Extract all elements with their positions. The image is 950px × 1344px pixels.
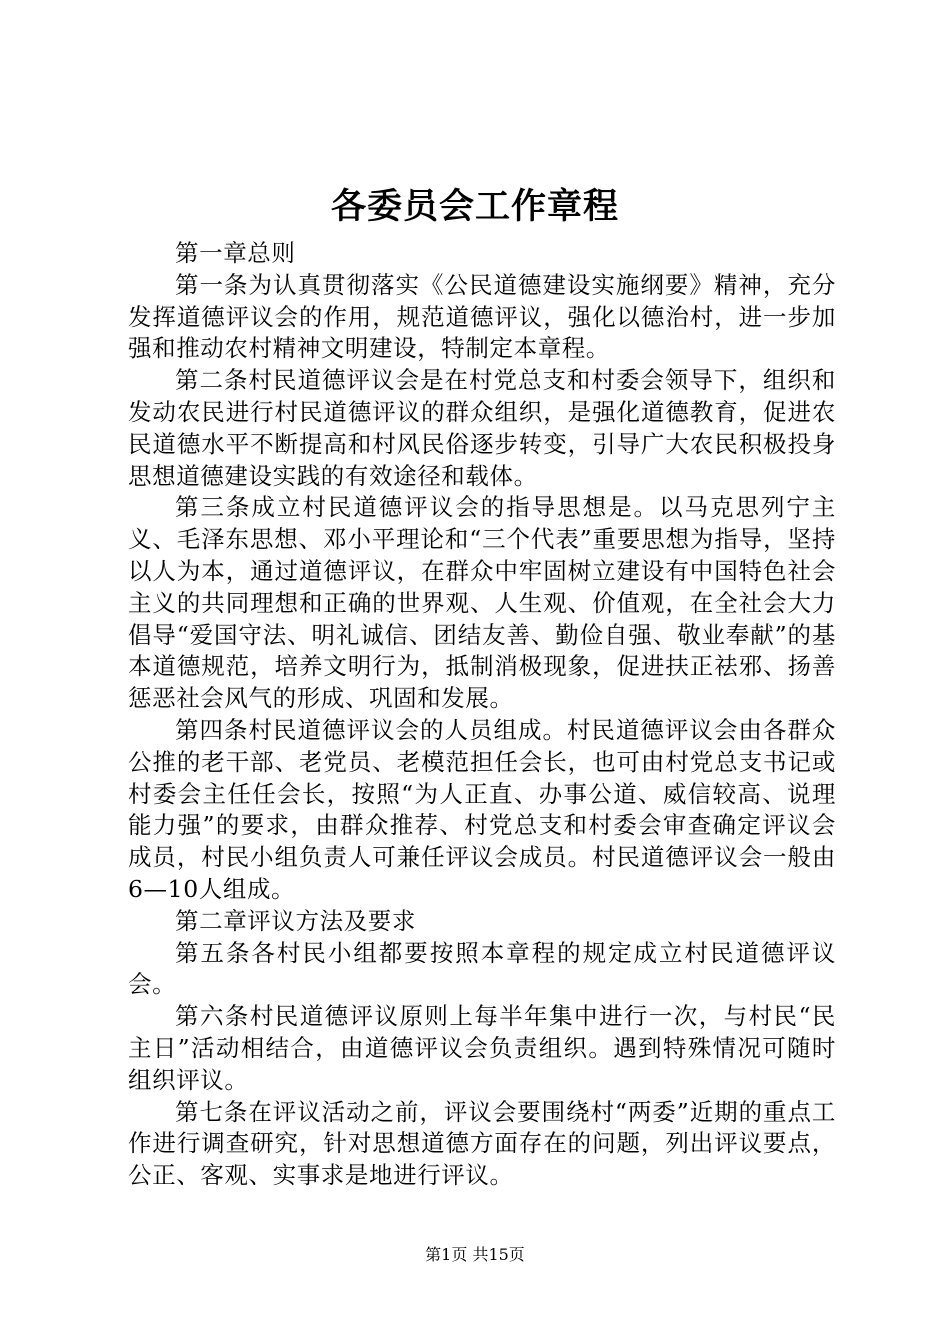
article-paragraph: 第七条在评议活动之前，评议会要围绕村“两委”近期的重点工作进行调查研究，针对思想道德方面存在的问题，列出评议要点，公正、客观、实事求是地进行评议。 bbox=[128, 1097, 836, 1190]
article-paragraph: 第四条村民道德评议会的人员组成。村民道德评议会由各群众公推的老干部、老党员、老模范担任会长，也可由村党总支书记或村委会主任任会长，按照“为人正直、办事公道、威信较高、说理能力强”的要求，由群众推荐、村党总支和村委会审查确定评议会成员，村民小组负责人可兼任评议会成员。村民道德评议会一般由6—10人组成。 bbox=[128, 715, 836, 903]
document-body bbox=[128, 238, 836, 1192]
document-title: 各委员会工作章程 bbox=[330, 187, 619, 227]
article-paragraph: 第六条村民道德评议原则上每半年集中进行一次，与村民“民主日”活动相结合，由道德评议会负责组织。遇到特殊情况可随时组织评议。 bbox=[128, 1002, 836, 1094]
article-paragraph: 第五条各村民小组都要按照本章程的规定成立村民道德评议会。 bbox=[128, 938, 836, 999]
page-number-footer: 第1页 共15页 bbox=[425, 1245, 525, 1264]
article-paragraph: 第一条为认真贯彻落实《公民道德建设实施纲要》精神，充分发挥道德评议会的作用，规范道德评议，强化以德治村，进一步加强和推动农村精神文明建设，特制定本章程。 bbox=[128, 270, 836, 363]
chapter-heading: 第二章评议方法及要求 bbox=[175, 906, 416, 935]
article-paragraph: 第三条成立村民道德评议会的指导思想是。以马克思列宁主义、毛泽东思想、邓小平理论和“三个代表”重要思想为指导，坚持以人为本，通过道德评议，在群众中牢固树立建设有中国特色社会主义的共同理想和正确的世界观、人生观、价值观，在全社会大力倡导“爱国守法、明礼诚信、团结友善、勤俭自强、敬业奉献”的基本道德规范，培养文明行为，抵制消极现象，促进扶正祛邪、扬善惩恶社会风气的形成、巩固和发展。 bbox=[128, 493, 836, 713]
article-paragraph: 第二条村民道德评议会是在村党总支和村委会领导下，组织和发动农民进行村民道德评议的群众组织，是强化道德教育，促进农民道德水平不断提高和村风民俗逐步转变，引导广大农民积极投身思想道德建设实践的有效途径和载体。 bbox=[128, 366, 836, 490]
chapter-heading: 第一章总则 bbox=[175, 239, 296, 267]
